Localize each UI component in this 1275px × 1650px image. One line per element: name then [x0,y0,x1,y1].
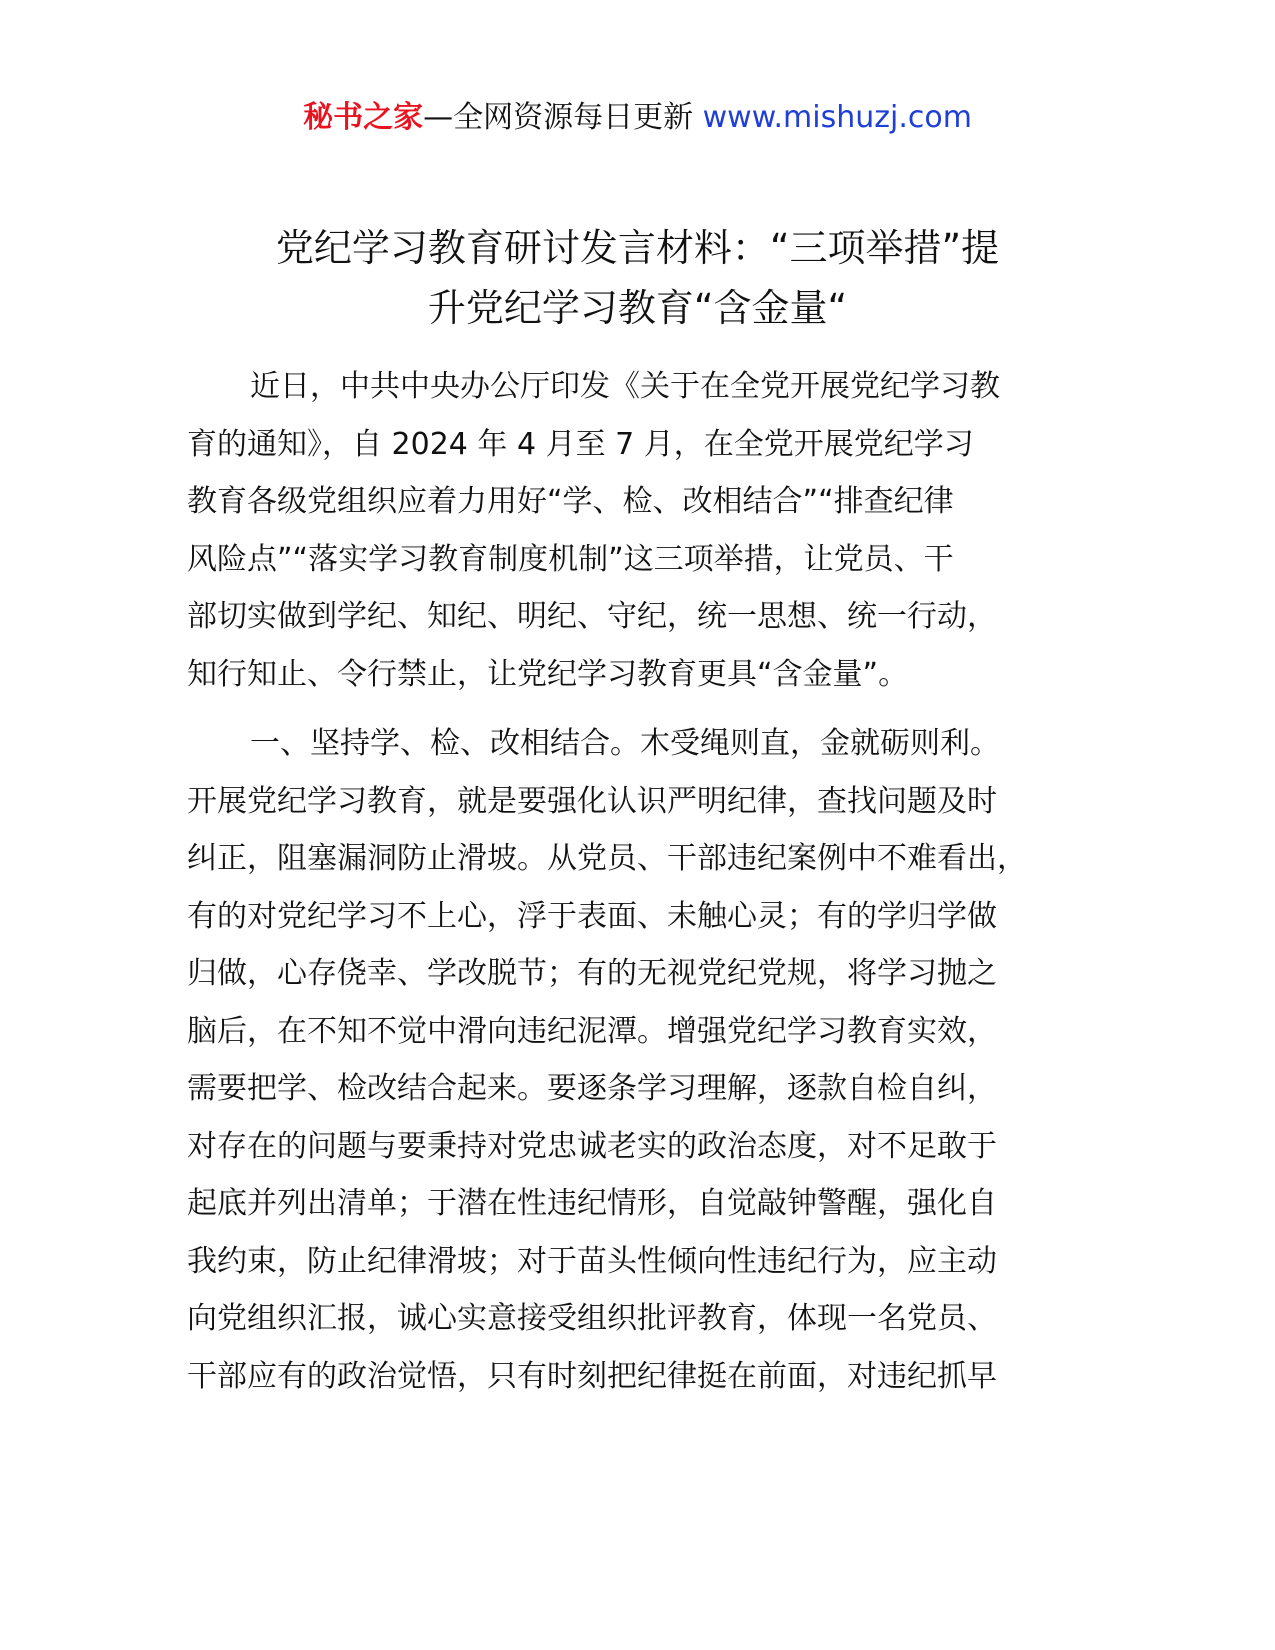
paragraph-line: 需要把学、检改结合起来。要逐条学习理解，逐款自检自纠， [187,1071,997,1106]
paragraph-line: 干部应有的政治觉悟，只有时刻把纪律挺在前面，对违纪抓早 [187,1358,997,1394]
paragraph-line: 开展党纪学习教育，就是要强化认识严明纪律，查找问题及时 [187,783,997,819]
paragraph-line: 有的对党纪学习不上心，浮于表面、未触心灵；有的学归学做 [187,898,997,934]
site-tagline: —全网资源每日更新 [423,100,703,135]
paragraph-line: 对存在的问题与要秉持对党忠诚老实的政治态度，对不足敢于 [187,1128,997,1164]
document-title [180,218,1095,338]
paragraph-line: 风险点”“落实学习教育制度机制”这三项举措，让党员、干 [187,541,954,577]
paragraph-line: 脑后，在不知不觉中滑向违纪泥潭。增强党纪学习教育实效， [187,1013,997,1049]
paragraph-line: 近日，中共中央办公厅印发《关于在全党开展党纪学习教 [250,369,1000,404]
paragraph-line: 归做，心存侥幸、学改脱节；有的无视党纪党规，将学习抛之 [187,956,997,991]
paragraph-intro [187,358,1092,703]
paragraph-line: 部切实做到学纪、知纪、明纪、守纪，统一思想、统一行动， [187,599,997,634]
paragraph-line: 我约束，防止纪律滑坡；对于苗头性倾向性违纪行为，应主动 [187,1243,997,1279]
paragraph-line: 教育各级党组织应着力用好“学、检、改相结合”“排查纪律 [187,484,954,519]
paragraph-line: 一、坚持学、检、改相结合。木受绳则直，金就砺则利。 [250,726,1000,761]
paragraph-line: 知行知止、令行禁止，让党纪学习教育更具“含金量”。 [187,656,909,692]
site-brand: 秘书之家 [303,100,424,135]
site-header [0,96,1275,140]
title-line: 党纪学习教育研讨发言材料：“三项举措”提 [275,226,1000,270]
title-line: 升党纪学习教育“含金量“ [427,286,848,330]
document-body [187,358,1092,1405]
paragraph-section-one [187,715,1092,1405]
paragraph-line: 起底并列出清单；于潜在性违纪情形，自觉敲钟警醒，强化自 [187,1186,997,1221]
site-url-link[interactable]: www.mishuzj.com [702,100,972,135]
paragraph-line: 育的通知》，自 2024 年 4 月至 7 月，在全党开展党纪学习 [187,426,974,462]
paragraph-spacer [187,703,1092,715]
paragraph-line: 向党组织汇报，诚心实意接受组织批评教育，体现一名党员、 [187,1301,997,1336]
paragraph-line: 纠正，阻塞漏洞防止滑坡。从党员、干部违纪案例中不难看出， [187,841,1027,876]
